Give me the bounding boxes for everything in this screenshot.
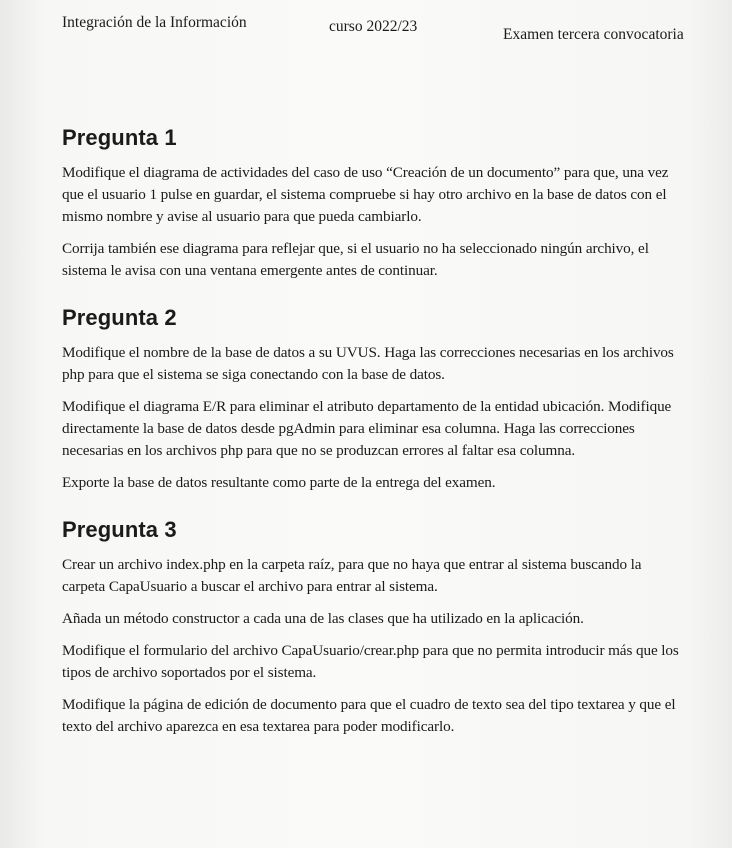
question-3-paragraph-2: Añada un método constructor a cada una de las clases que ha utilizado en la aplicación. — [62, 610, 584, 627]
question-1 — [62, 124, 682, 282]
exam-content — [62, 124, 682, 748]
question-2-paragraph-1: Modifique el nombre de la base de datos a su UVUS. Haga las correcciones necesarias en los archivos php para que el sistema se siga conectando con la base de datos. — [62, 344, 674, 383]
question-1-paragraph-1: Modifique el diagrama de actividades del caso de uso “Creación de un documento” para que, una vez que el usuario 1 pulse en guardar, el sistema compruebe si hay otro archivo en la base de datos con el mismo nombre y avise al usuario para que pueda cambiarlo. — [62, 164, 669, 225]
question-3-paragraph-4: Modifique la página de edición de documento para que el cuadro de texto sea del tipo textarea y que el texto del archivo aparezca en esa textarea para poder modificarlo. — [62, 696, 676, 735]
page-header — [0, 0, 732, 60]
question-1-paragraph-2: Corrija también ese diagrama para reflejar que, si el usuario no ha seleccionado ningún archivo, el sistema le avisa con una ventana emergente antes de continuar. — [62, 240, 649, 279]
question-2-paragraph-2: Modifique el diagrama E/R para eliminar el atributo departamento de la entidad ubicación. Modifique directamente la base de datos desde pgAdmin para eliminar esa columna. Haga las correcciones necesarias en los archivos php para que no se produzcan errores al faltar esa columna. — [62, 398, 672, 459]
question-3-title: Pregunta 3 — [62, 517, 177, 542]
question-1-title: Pregunta 1 — [62, 125, 177, 150]
question-2-paragraph-3: Exporte la base de datos resultante como parte de la entrega del examen. — [62, 474, 496, 491]
question-2-title: Pregunta 2 — [62, 305, 177, 330]
header-exam: Examen tercera convocatoria — [503, 26, 684, 43]
question-2 — [62, 304, 682, 494]
header-subject: Integración de la Información — [62, 14, 247, 31]
question-3-paragraph-3: Modifique el formulario del archivo CapaUsuario/crear.php para que no permita introducir más que los tipos de archivo soportados por el sistema. — [62, 642, 679, 681]
question-3 — [62, 516, 682, 738]
header-course: curso 2022/23 — [329, 18, 418, 35]
question-3-paragraph-1: Crear un archivo index.php en la carpeta raíz, para que no haya que entrar al sistema buscando la carpeta CapaUsuario a buscar el archivo para entrar al sistema. — [62, 556, 642, 595]
